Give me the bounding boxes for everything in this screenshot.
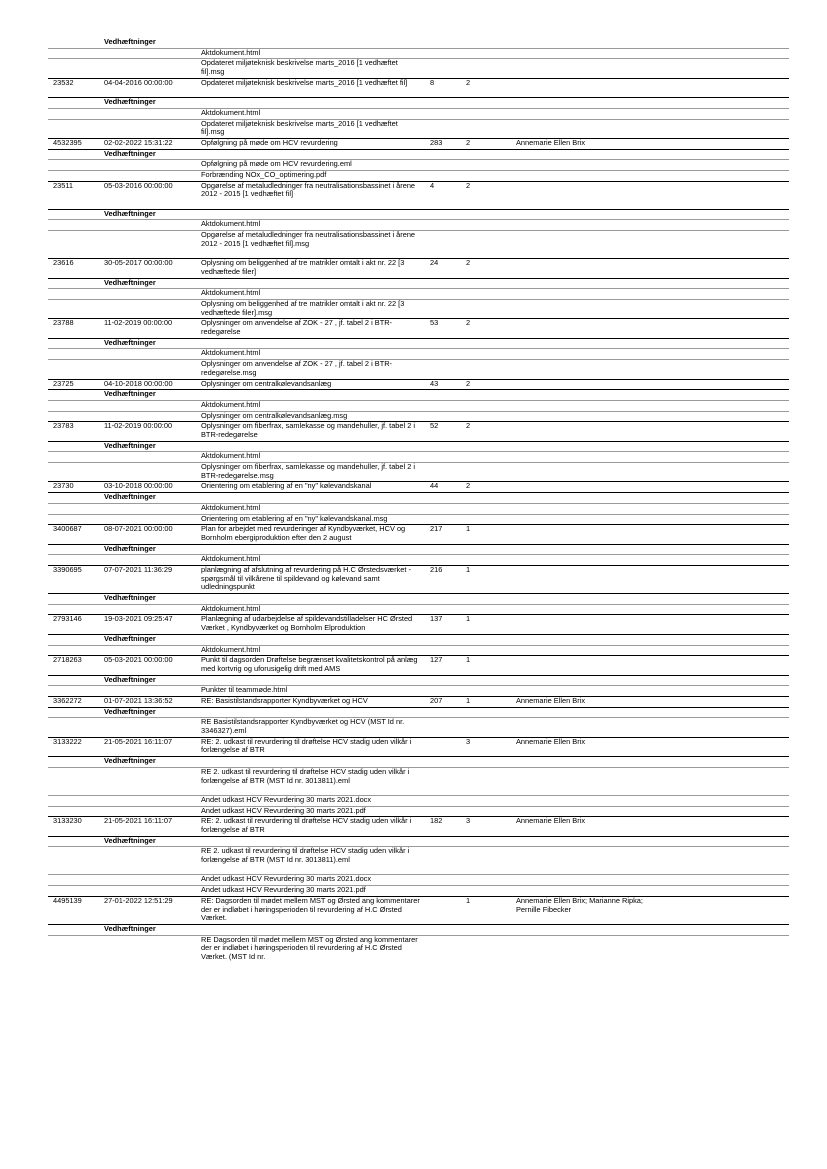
attachment-count: 1 [466,564,471,574]
document-id: 4495139 [53,895,82,905]
document-id: 23730 [53,481,74,491]
document-id: 23725 [53,378,74,388]
attachment-count: 2 [466,421,471,431]
attachment-filename[interactable]: RE 2. udkast til revurdering til drøftelse HCV stadig uden vilkår i forlængelse af BTR (MST Id nr. 3013811).eml [201,766,410,785]
attachment-row [48,795,789,806]
document-id: 3133222 [53,736,82,746]
attachment-filename[interactable]: Opfølgning på møde om HCV revurdering.eml [201,159,352,169]
document-date: 27-01-2022 12:51:29 [104,895,173,905]
document-page [48,38,789,963]
document-number: 52 [430,421,439,431]
attachments-header-row [48,593,789,604]
document-persons: Annemarie Ellen Brix; Marianne Ripka; Pernille Fibecker [516,895,643,914]
attachment-row [48,806,789,817]
document-title: RE: Dagsorden til mødet mellem MST og Ørsted ang kommentarer der er indløbet i høringsperioden til revurdering af H.C Ørsted Værket. [201,895,420,923]
document-number: 43 [430,378,439,388]
attachment-count: 2 [466,258,471,268]
attachment-row [48,935,789,963]
document-id: 4532395 [53,137,82,147]
document-id: 23532 [53,77,74,87]
document-row[interactable] [48,481,789,492]
attachment-filename[interactable]: Aktdokument.html [201,288,261,298]
document-title: RE: 2. udkast til revurdering til drøftelse HCV stadig uden vilkår i forlængelse af BTR [201,736,412,755]
attachments-header-row [48,338,789,349]
attachment-row [48,717,789,736]
document-number: 53 [430,318,439,328]
attachments-label: Vedhæftninger [104,492,156,502]
document-date: 04-04-2016 00:00:00 [104,77,173,87]
attachment-filename[interactable]: Oplysninger om centralkølevandsanlæg.msg [201,410,348,420]
document-row[interactable] [48,896,789,924]
document-persons: Annemarie Ellen Brix [516,695,586,705]
attachment-count: 3 [466,816,471,826]
attachment-row [48,58,789,77]
attachments-header-row [48,209,789,220]
attachment-count: 3 [466,736,471,746]
document-date: 30-05-2017 00:00:00 [104,258,173,268]
attachment-filename[interactable]: Oplysning om beliggenhed af tre matrikler omtalt i akt nr. 22 [3 vedhæftede filer].msg [201,299,405,317]
document-date: 08-07-2021 00:00:00 [104,524,173,534]
attachment-row [48,359,789,378]
attachments-label: Vedhæftninger [104,337,156,347]
attachment-filename[interactable]: RE 2. udkast til revurdering til drøftelse HCV stadig uden vilkår i forlængelse af BTR (MST Id nr. 3013811).eml [201,846,410,865]
attachment-filename[interactable]: Aktdokument.html [201,399,261,409]
document-number: 207 [430,695,443,705]
attachment-filename[interactable]: Aktdokument.html [201,219,261,229]
attachments-label: Vedhæftninger [104,923,156,933]
document-date: 05-03-2021 00:00:00 [104,655,173,665]
attachment-filename[interactable]: Oplysninger om anvendelse af ZOK - 27 , jf. tabel 2 i BTR-redegørelse.msg [201,359,393,377]
attachment-filename[interactable]: Opdateret miljøteknisk beskrivelse marts_2016 [1 vedhæftet fil].msg [201,118,398,137]
attachment-row [48,170,789,181]
attachments-label: Vedhæftninger [104,97,156,107]
document-date: 04-10-2018 00:00:00 [104,378,173,388]
document-row[interactable] [48,379,789,390]
document-persons: Annemarie Ellen Brix [516,137,586,147]
attachments-header-row [48,492,789,503]
attachment-row [48,685,789,696]
document-row[interactable] [48,78,789,97]
attachments-header-row [48,278,789,289]
document-title: Orientering om etablering af en "ny" kølevandskanal [201,481,372,491]
document-number: 8 [430,77,435,87]
document-date: 11-02-2019 00:00:00 [104,318,173,328]
document-number: 217 [430,524,443,534]
attachment-filename[interactable]: Orientering om etablering af en "ny" kølevandskanal.msg [201,513,388,523]
document-title: Punkt til dagsorden Drøftelse begrænset kvalitetskontrol på anlæg med kortvrig og uforusigelig drift med AMS [201,655,418,673]
attachment-row [48,503,789,514]
attachment-row [48,767,789,795]
document-date: 21-05-2021 16:11:07 [104,816,173,826]
document-id: 23511 [53,180,74,190]
attachments-header-row [48,544,789,555]
document-date: 01-07-2021 13:36:52 [104,695,173,705]
attachments-label: Vedhæftninger [104,835,156,845]
attachments-header-row [48,389,789,400]
attachments-header-row [48,924,789,935]
attachment-count: 2 [466,180,471,190]
document-title: Opdateret miljøteknisk beskrivelse marts_2016 [1 vedhæftet fil] [201,77,408,87]
attachments-header-row [48,836,789,847]
attachment-filename[interactable]: Forbrænding NOx_CO_optimering.pdf [201,169,327,179]
document-title: Oplysninger om anvendelse af ZOK - 27 , jf. tabel 2 i BTR-redegørelse [201,318,393,337]
attachments-label: Vedhæftninger [104,37,156,46]
document-title: Opgørelse af metaludledninger fra neutralisationsbassinet i årene 2012 - 2015 [1 vedhæftet fil] [201,180,416,199]
document-row[interactable] [48,318,789,337]
attachment-filename[interactable]: Aktdokument.html [201,451,261,461]
document-title: RE: 2. udkast til revurdering til drøftelse HCV stadig uden vilkår i forlængelse af BTR [201,816,412,834]
attachments-header-row [48,38,789,48]
attachment-row [48,108,789,119]
document-id: 3362272 [53,695,82,705]
document-number: 127 [430,655,443,665]
attachments-header-row [48,675,789,686]
attachment-filename[interactable]: Oplysninger om fiberfrax, samlekasse og mandehuller, jf. tabel 2 i BTR-redegørelse.msg [201,462,416,480]
attachment-row [48,462,789,481]
attachment-count: 2 [466,318,471,328]
document-row[interactable] [48,565,789,593]
document-persons: Annemarie Ellen Brix [516,816,586,826]
attachment-row [48,846,789,874]
attachment-filename[interactable]: Aktdokument.html [201,47,261,57]
attachments-header-row [48,756,789,767]
attachment-row [48,451,789,462]
attachment-filename[interactable]: Aktdokument.html [201,502,261,512]
attachment-count: 1 [466,524,471,534]
document-number: 216 [430,564,443,574]
attachment-row [48,554,789,565]
attachments-header-row [48,149,789,160]
attachment-filename[interactable]: Punkter til teammøde.html [201,685,288,695]
attachments-header-row [48,97,789,108]
document-id: 2718263 [53,655,82,665]
document-row[interactable] [48,614,789,633]
attachment-row [48,604,789,615]
attachment-count: 1 [466,614,471,624]
attachment-filename[interactable]: RE Basistilstandsrapporter Kyndbyværket og HCV (MST Id nr. 3346327).eml [201,717,405,736]
document-id: 3133230 [53,816,82,826]
document-row[interactable] [48,696,789,707]
attachment-filename[interactable]: Opgørelse af metaludledninger fra neutralisationsbassinet i årene 2012 - 2015 [1 vedhæftet fil].msg [201,230,416,248]
document-date: 21-05-2021 16:11:07 [104,736,173,746]
attachment-count: 2 [466,77,471,87]
attachment-row [48,230,789,258]
attachment-filename[interactable]: Aktdokument.html [201,644,261,654]
attachment-row [48,48,789,59]
attachment-row [48,348,789,359]
document-number: 44 [430,481,439,491]
attachment-count: 2 [466,137,471,147]
attachment-row [48,645,789,656]
attachment-count: 1 [466,695,471,705]
attachment-filename[interactable]: Aktdokument.html [201,603,261,613]
document-title: Opfølgning på møde om HCV revurdering [201,137,338,147]
attachment-row [48,514,789,525]
attachments-header-row [48,634,789,645]
document-row[interactable] [48,655,789,674]
attachment-row [48,288,789,299]
document-id: 2793146 [53,614,82,624]
document-number: 137 [430,614,443,624]
document-date: 05-03-2016 00:00:00 [104,180,173,190]
attachments-label: Vedhæftninger [104,440,156,450]
document-title: Planlægning af udarbejdelse af spildevandstilladelser HC Ørsted Værket , Kyndbyværket og Bornholm Elproduktion [201,614,413,633]
attachments-header-row [48,441,789,452]
document-id: 23788 [53,318,74,328]
attachment-filename[interactable]: Andet udkast HCV Revurdering 30 marts 2021.docx [201,874,372,884]
document-id: 23616 [53,258,74,268]
document-date: 19-03-2021 09:25:47 [104,614,173,624]
attachment-filename[interactable]: Aktdokument.html [201,348,261,358]
attachment-row [48,159,789,170]
attachments-label: Vedhæftninger [104,148,156,158]
attachment-filename[interactable]: RE Dagsorden til mødet mellem MST og Ørsted ang kommentarer der er indløbet i høringsperioden til revurdering af H.C Ørsted Værket. (MST Id nr. [201,934,418,962]
document-number: 283 [430,137,443,147]
document-title: Plan for arbejdet med revurderinger af Kyndbyværket, HCV og Bornholm ebergiproduktion efter den 2 august [201,524,406,542]
attachment-row [48,411,789,422]
document-number: 4 [430,180,435,190]
attachment-filename[interactable]: Andet udkast HCV Revurdering 30 marts 2021.docx [201,794,372,804]
attachments-label: Vedhæftninger [104,543,156,553]
document-title: planlægning af afslutning af revurdering på H.C Ørstedsværket - spørgsmål til vilkårene til spildevand og kølevand samt udledningspunkt [201,564,411,592]
document-row[interactable] [48,421,789,440]
attachment-row [48,219,789,230]
attachments-label: Vedhæftninger [104,633,156,643]
attachments-label: Vedhæftninger [104,389,156,399]
attachment-row [48,874,789,885]
document-title: Oplysninger om centralkølevandsanlæg [201,378,332,388]
document-persons: Annemarie Ellen Brix [516,736,586,746]
attachment-count: 1 [466,655,471,665]
document-title: RE: Basistilstandsrapporter Kyndbyværket og HCV [201,695,368,705]
attachment-row [48,885,789,896]
document-id: 23783 [53,421,74,431]
attachments-label: Vedhæftninger [104,208,156,218]
document-row[interactable] [48,737,789,756]
attachments-label: Vedhæftninger [104,756,156,766]
attachment-filename[interactable]: Aktdokument.html [201,107,261,117]
attachments-header-row [48,707,789,718]
document-row[interactable] [48,816,789,835]
document-row[interactable] [48,138,789,149]
attachment-filename[interactable]: Aktdokument.html [201,554,261,564]
attachments-label: Vedhæftninger [104,674,156,684]
attachment-filename[interactable]: Andet udkast HCV Revurdering 30 marts 2021.pdf [201,885,366,895]
attachments-label: Vedhæftninger [104,277,156,287]
document-date: 07-07-2021 11:36:29 [104,564,173,574]
attachment-count: 2 [466,378,471,388]
document-id: 3390695 [53,564,82,574]
attachment-count: 2 [466,481,471,491]
document-date: 03-10-2018 00:00:00 [104,481,173,491]
attachment-row [48,400,789,411]
attachment-filename[interactable]: Andet udkast HCV Revurdering 30 marts 2021.pdf [201,805,366,815]
document-row[interactable] [48,258,789,277]
attachment-row [48,119,789,138]
attachment-count: 1 [466,895,471,905]
attachment-filename[interactable]: Opdateret miljøteknisk beskrivelse marts_2016 [1 vedhæftet fil].msg [201,58,398,77]
document-row[interactable] [48,181,789,209]
document-title: Oplysninger om fiberfrax, samlekasse og mandehuller, jf. tabel 2 i BTR-redegørelse [201,421,416,439]
document-title: Oplysning om beliggenhed af tre matrikler omtalt i akt nr. 22 [3 vedhæftede filer] [201,258,405,276]
document-row[interactable] [48,524,789,543]
document-id: 3400687 [53,524,82,534]
attachments-label: Vedhæftninger [104,593,156,603]
document-date: 02-02-2022 15:31:22 [104,137,173,147]
attachment-row [48,299,789,318]
document-date: 11-02-2019 00:00:00 [104,421,173,431]
document-number: 24 [430,258,439,268]
attachments-label: Vedhæftninger [104,706,156,716]
document-number: 182 [430,816,443,826]
